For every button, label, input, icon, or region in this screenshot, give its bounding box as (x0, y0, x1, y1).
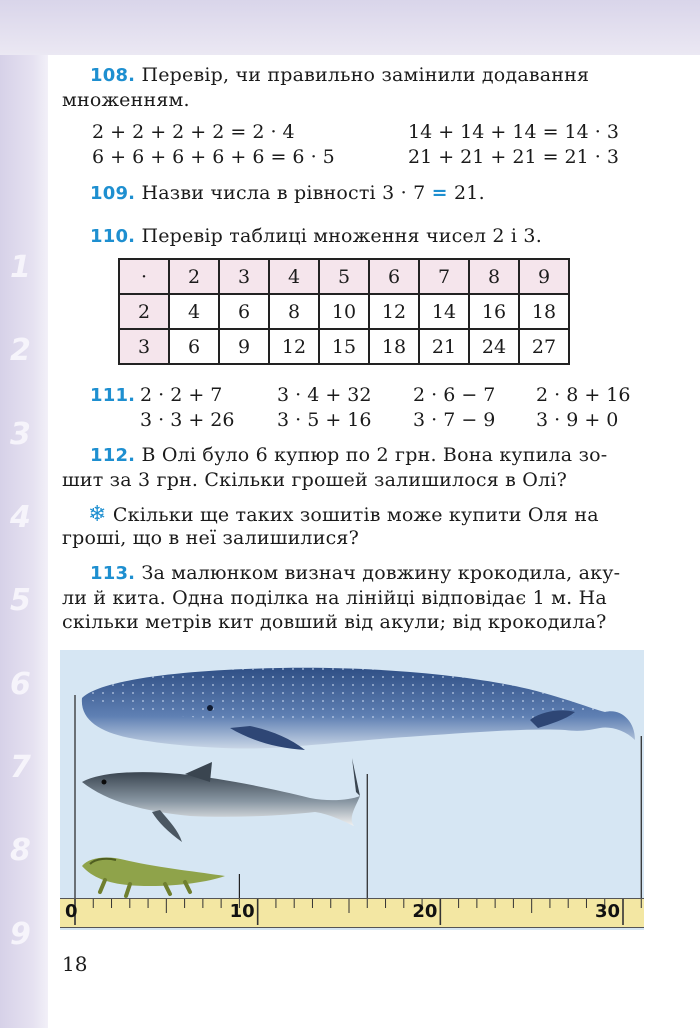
side-digit: 8 (10, 833, 31, 868)
table-cell: 14 (419, 294, 469, 329)
side-digit: 3 (10, 417, 31, 452)
ex109-text: Назви числа в рівності 3 · 7 (141, 182, 426, 204)
table-cell: 10 (319, 294, 369, 329)
ex112-line2: шит за 3 грн. Скільки грошей залишилося в Олі? (62, 469, 568, 491)
side-digit: 6 (10, 667, 31, 702)
expression: 3 · 9 + 0 (536, 409, 619, 431)
ex110-text: Перевір таблиці множення чисел 2 і 3. (141, 225, 542, 247)
equals-sign: = (431, 182, 448, 204)
table-cell: 15 (319, 329, 369, 364)
ex109-result: 21. (454, 182, 485, 204)
ex113-line3: скільки метрів кит довший від акули; від крокодила? (62, 611, 607, 633)
ruler-label: 10 (229, 901, 255, 922)
side-digit: 9 (10, 917, 31, 952)
table-cell: 18 (369, 329, 419, 364)
expression: 2 · 6 − 7 (413, 384, 496, 406)
snowflake-icon: ❄ (88, 502, 107, 527)
table-header-cell: 2 (169, 259, 219, 294)
expression: 3 · 4 + 32 (277, 384, 372, 406)
side-digit: 2 (10, 333, 31, 368)
side-digit: 7 (10, 750, 31, 785)
table-header-row (119, 259, 569, 294)
ruler-label: 20 (412, 901, 438, 922)
table-header-cell: 3 (219, 259, 269, 294)
expression: 3 · 7 − 9 (413, 409, 496, 431)
equation: 2 + 2 + 2 + 2 = 2 · 4 (92, 121, 295, 143)
ruler-label: 30 (595, 901, 621, 922)
table-cell: 6 (169, 329, 219, 364)
exercise-number: 112. (90, 445, 136, 466)
ex108-text: Перевір, чи правильно замінили додавання (141, 64, 590, 86)
table-row (119, 329, 569, 364)
table-header-cell: 8 (469, 259, 519, 294)
ex112-star-line1 (88, 502, 599, 527)
table-cell: 21 (419, 329, 469, 364)
shark-shape (82, 758, 360, 842)
expression: 3 · 3 + 26 (140, 409, 235, 431)
page-number: 18 (62, 952, 88, 976)
table-header-cell: 4 (269, 259, 319, 294)
equation: 14 + 14 + 14 = 14 · 3 (408, 121, 619, 143)
expression: 3 · 5 + 16 (277, 409, 372, 431)
ex112-star-line2: гроші, що в неї залишилися? (62, 527, 359, 549)
ex112-star-text: Скільки ще таких зошитів може купити Оля на (112, 504, 599, 526)
ruler-ticks (60, 899, 644, 927)
ex108-line2: множенням. (62, 89, 190, 111)
ex112-line1 (90, 444, 607, 466)
table-header-cell: 5 (319, 259, 369, 294)
exercise-number: 108. (90, 65, 136, 86)
ex113-line2: ли й кита. Одна поділка на лінійці відповідає 1 м. На (62, 587, 607, 609)
table-cell: 12 (369, 294, 419, 329)
table-cell: 16 (469, 294, 519, 329)
ex108-line1 (90, 64, 589, 86)
animals-illustration (60, 650, 644, 930)
table-cell: 4 (169, 294, 219, 329)
side-band (0, 55, 48, 1028)
ruler (60, 898, 644, 928)
ex112-text: В Олі було 6 купюр по 2 грн. Вона купила зо- (141, 444, 608, 466)
table-cell: 6 (219, 294, 269, 329)
equation: 21 + 21 + 21 = 21 · 3 (408, 146, 619, 168)
table-row-header: 2 (119, 294, 169, 329)
multiplication-table (118, 258, 570, 365)
equation: 6 + 6 + 6 + 6 + 6 = 6 · 5 (92, 146, 335, 168)
table-header-cell: 6 (369, 259, 419, 294)
table-row (119, 294, 569, 329)
table-header-cell: 7 (419, 259, 469, 294)
table-cell: 27 (519, 329, 569, 364)
expression: 2 · 2 + 7 (140, 384, 223, 406)
side-digit: 5 (10, 583, 31, 618)
table-row-header: 3 (119, 329, 169, 364)
exercise-number: 109. (90, 183, 136, 204)
whale-shape (82, 668, 635, 750)
table-header-cell: 9 (519, 259, 569, 294)
ex110-line (90, 225, 542, 247)
ruler-label: 0 (65, 901, 78, 922)
ex109-line (90, 182, 485, 204)
top-band (0, 0, 700, 55)
exercise-number: 111. (90, 385, 136, 406)
table-cell: 18 (519, 294, 569, 329)
animals-figure (60, 650, 644, 930)
ex113-text: За малюнком визнач довжину крокодила, аку- (141, 562, 621, 584)
ex113-line1 (90, 562, 620, 584)
exercise-number: 110. (90, 226, 136, 247)
table-cell: 12 (269, 329, 319, 364)
table-cell: 9 (219, 329, 269, 364)
table-cell: 24 (469, 329, 519, 364)
side-digit: 1 (10, 250, 31, 285)
crocodile-shape (82, 858, 225, 896)
table-header-cell: · (119, 259, 169, 294)
expression: 2 · 8 + 16 (536, 384, 631, 406)
exercise-number: 113. (90, 563, 136, 584)
table-cell: 8 (269, 294, 319, 329)
side-digit: 4 (10, 500, 31, 535)
